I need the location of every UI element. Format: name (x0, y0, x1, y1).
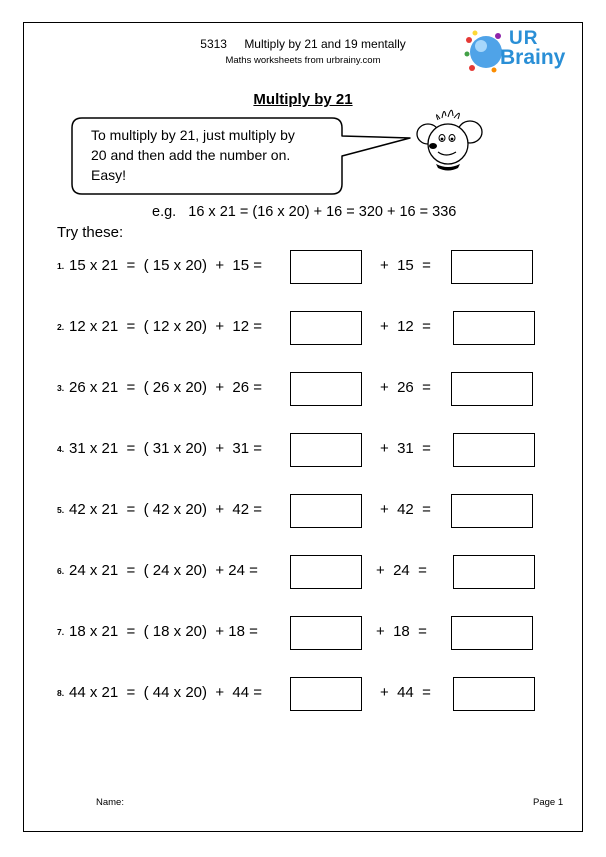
section-heading: Multiply by 21 (253, 91, 353, 108)
question-row-1 (0, 250, 606, 286)
question-addend: + 12 = (380, 318, 431, 335)
question-number: 3. (57, 383, 65, 393)
question-equation: 24 x 21 = ( 24 x 20) + 24 = (69, 562, 258, 579)
question-row-7 (0, 616, 606, 652)
tip-line-1: To multiply by 21, just multiply by (91, 127, 295, 143)
question-equation: 18 x 21 = ( 18 x 20) + 18 = (69, 623, 258, 640)
logo-text-ur: UR (509, 28, 539, 49)
question-addend: + 15 = (380, 257, 431, 274)
question-equation: 15 x 21 = ( 15 x 20) + 15 = (69, 257, 263, 274)
mouse-mascot-icon (412, 104, 484, 174)
answer-box-total[interactable] (453, 555, 535, 589)
answer-box-product[interactable] (290, 494, 362, 528)
worksheet-code: 5313 (200, 37, 227, 51)
question-number: 5. (57, 505, 65, 515)
question-number: 2. (57, 322, 65, 332)
tip-text (91, 125, 331, 185)
tip-line-3: Easy! (91, 167, 127, 183)
question-addend: + 44 = (380, 684, 431, 701)
question-row-6 (0, 555, 606, 591)
question-row-8 (0, 677, 606, 713)
question-equation: 31 x 21 = ( 31 x 20) + 31 = (69, 440, 263, 457)
question-number: 1. (57, 261, 65, 271)
question-addend: + 26 = (380, 379, 431, 396)
answer-box-total[interactable] (451, 250, 533, 284)
question-number: 6. (57, 566, 65, 576)
question-number: 4. (57, 444, 65, 454)
worksheet-title-text: Multiply by 21 and 19 mentally (244, 37, 406, 51)
answer-box-total[interactable] (453, 311, 535, 345)
answer-box-total[interactable] (451, 494, 533, 528)
answer-box-product[interactable] (290, 372, 362, 406)
answer-box-product[interactable] (290, 677, 362, 711)
question-equation: 44 x 21 = ( 44 x 20) + 44 = (69, 684, 263, 701)
example-calculation: e.g. 16 x 21 = (16 x 20) + 16 = 320 + 16 = 336 (152, 204, 457, 220)
question-equation: 26 x 21 = ( 26 x 20) + 26 = (69, 379, 263, 396)
question-row-2 (0, 311, 606, 347)
question-number: 7. (57, 627, 65, 637)
name-label: Name: (96, 797, 124, 808)
tip-line-2: 20 and then add the number on. (91, 147, 291, 163)
question-row-5 (0, 494, 606, 530)
try-these-label: Try these: (57, 224, 124, 241)
question-addend: + 42 = (380, 501, 431, 518)
question-number: 8. (57, 688, 65, 698)
answer-box-product[interactable] (290, 616, 362, 650)
question-addend: + 31 = (380, 440, 431, 457)
worksheet-subtitle: Maths worksheets from urbrainy.com (225, 55, 381, 66)
answer-box-total[interactable] (451, 372, 533, 406)
answer-box-product[interactable] (290, 555, 362, 589)
page-number: Page 1 (533, 797, 564, 808)
question-equation: 12 x 21 = ( 12 x 20) + 12 = (69, 318, 263, 335)
answer-box-total[interactable] (451, 616, 533, 650)
answer-box-total[interactable] (453, 677, 535, 711)
question-addend: + 24 = (376, 562, 427, 579)
answer-box-product[interactable] (290, 250, 362, 284)
answer-box-product[interactable] (290, 311, 362, 345)
question-addend: + 18 = (376, 623, 427, 640)
answer-box-total[interactable] (453, 433, 535, 467)
question-row-3 (0, 372, 606, 408)
question-row-4 (0, 433, 606, 469)
answer-box-product[interactable] (290, 433, 362, 467)
logo-text-brainy: Brainy (500, 46, 566, 69)
question-equation: 42 x 21 = ( 42 x 20) + 42 = (69, 501, 263, 518)
